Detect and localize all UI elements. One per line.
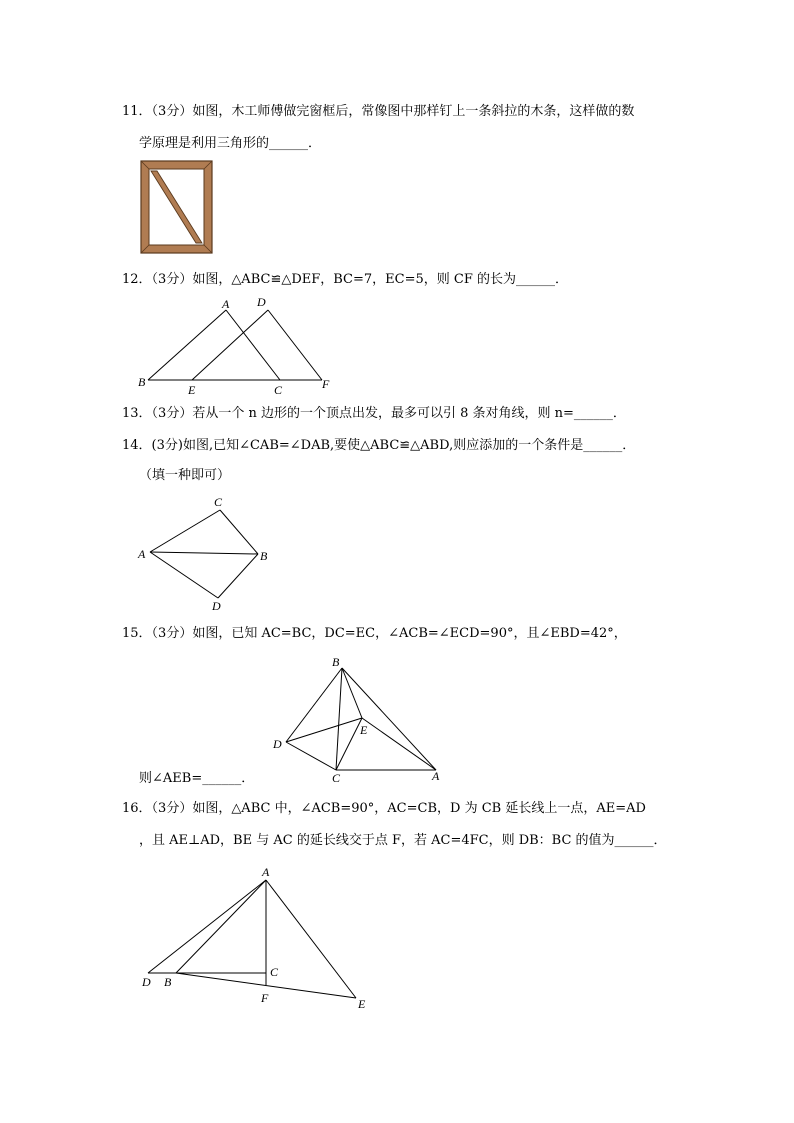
label-E: E [360, 723, 368, 737]
q11-line2: 学原理是利用三角形的______． [139, 136, 322, 151]
q12-triangles-figure [130, 290, 340, 400]
q14-line1: 14．(3分)如图,已知∠CAB=∠DAB,要使△ABC≌△ABD,则应添加的一个条件是______． [122, 438, 636, 453]
q15-line2: 则∠AEB=______． [139, 771, 255, 786]
label-B: B [260, 549, 268, 563]
label-C: C [214, 495, 223, 509]
q16-line2: ，且 AE⊥AD，BE 与 AC 的延长线交于点 F，若 AC=4FC，则 DB：BC 的值为______． [139, 833, 667, 848]
label-E: E [358, 997, 366, 1011]
label-A: A [138, 547, 146, 561]
label-C: C [274, 383, 283, 397]
label-B: B [332, 655, 340, 669]
q13-line1: 13．（3分）若从一个 n 边形的一个顶点出发，最多可以引 8 条对角线，则 n=______． [122, 406, 626, 421]
q12-line1: 12．（3分）如图，△ABC≌△DEF，BC=7，EC=5，则 CF 的长为______． [122, 272, 568, 287]
window-frame-figure [140, 160, 215, 255]
label-F: F [322, 377, 330, 391]
label-D: D [257, 295, 266, 309]
q14-kite-figure [130, 490, 280, 615]
label-E: E [188, 383, 196, 397]
label-B: B [138, 375, 146, 389]
label-A: A [262, 865, 270, 879]
q15-triangles-figure [268, 650, 448, 785]
label-B: B [164, 975, 172, 989]
label-A: A [222, 297, 230, 311]
q16-triangles-figure [130, 860, 380, 1020]
label-A: A [432, 769, 440, 783]
q14-line2: （填一种即可） [139, 468, 231, 483]
q11-line1: 11．（3分）如图，木工师傅做完窗框后，常像图中那样钉上一条斜拉的木条，这样做的数 [122, 104, 635, 119]
label-D: D [273, 737, 282, 751]
label-D: D [212, 599, 221, 613]
label-C: C [270, 965, 279, 979]
label-F: F [261, 991, 269, 1005]
q16-line1: 16．（3分）如图，△ABC 中，∠ACB=90°，AC=CB，D 为 CB 延长线上一点，AE=AD [122, 801, 646, 816]
q15-line1: 15．（3分）如图，已知 AC=BC，DC=EC，∠ACB=∠ECD=90°，且∠EBD=42°， [122, 626, 627, 641]
label-D: D [142, 975, 151, 989]
label-C: C [332, 771, 341, 785]
